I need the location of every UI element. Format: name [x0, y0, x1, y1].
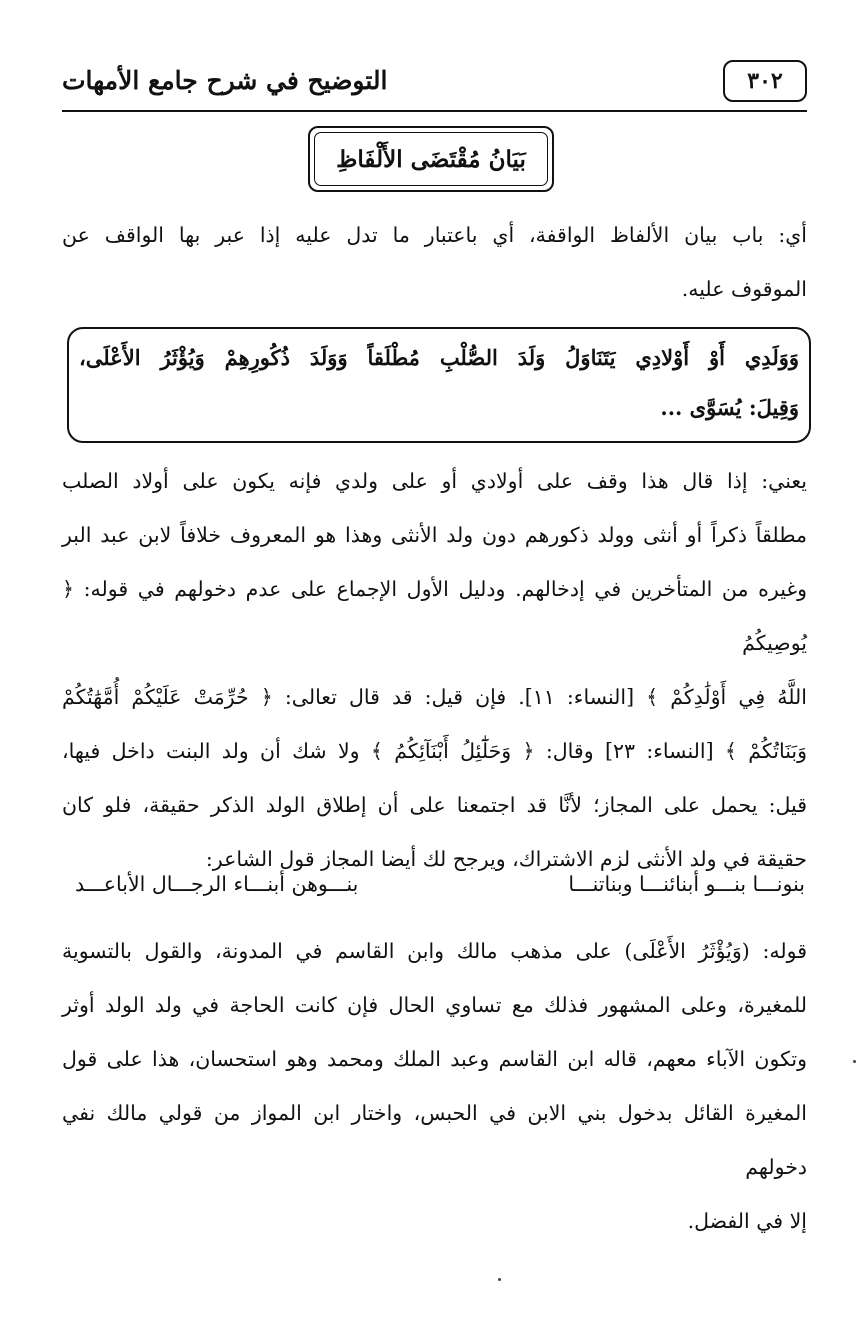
commentary-paragraph — [62, 454, 807, 886]
matn-text — [79, 333, 799, 433]
commentary2-paragraph — [62, 924, 807, 1248]
commentary2-line-1: قوله: (وَيُؤْثَرُ الأَعْلَى) على مذهب مالك وابن القاسم في المدونة، والقول بالتسوية — [62, 939, 807, 963]
section-heading: بَيَانُ مُقْتَضَى الأَلْفَاظِ — [314, 132, 548, 186]
commentary2-line-3: وتكون الآباء معهم، قاله ابن القاسم وعبد الملك ومحمد وهو استحسان، هذا على قول — [62, 1047, 807, 1071]
poem-verse — [75, 866, 805, 916]
commentary2-line-4: المغيرة القائل بدخول بني الابن في الحبس، واختار ابن المواز من قولي مالك نفي دخولهم — [62, 1101, 807, 1179]
intro-line-2: الموقوف عليه. — [681, 277, 807, 301]
commentary2-line-5: إلا في الفضل. — [687, 1209, 807, 1233]
header-rule — [62, 110, 807, 112]
intro-paragraph — [62, 208, 807, 316]
commentary-line-6: قيل: يحمل على المجاز؛ لأنَّا قد اجتمعنا على أن إطلاق الولد الذكر حقيقة، فلو كان — [62, 793, 807, 817]
book-title: التوضيح في شرح جامع الأمهات — [62, 65, 388, 95]
commentary-line-7: حقيقة في ولد الأنثى لزم الاشتراك، ويرجح لك أيضا المجاز قول الشاعر: — [205, 847, 807, 871]
poem-hemistich-right: بنونـــا بنـــو أبنائنـــا وبناتنـــا — [568, 872, 805, 896]
page-number: ٣٠٢ — [723, 60, 807, 102]
matn-line-1: وَوَلَدِي أَوْ أَوْلادِي يَتَنَاوَلُ وَلَدَ الصُّلْبِ مُطْلَقاً وَوَلَدَ ذُكُورِهِمْ وَيُؤْثَرُ الأَعْلَى، — [79, 345, 799, 370]
intro-line-1: أي: باب بيان الألفاظ الواقفة، أي باعتبار ما تدل عليه إذا عبر بها الواقف عن — [62, 223, 807, 247]
section-heading-box — [308, 126, 554, 192]
commentary-line-4: اللَّهُ فِي أَوْلَٰدِكُمْ ﴾ [النساء: ١١]. فإن قيل: قد قال تعالى: ﴿ حُرِّمَتْ عَلَيْكُمْ أُمَّهَٰتُكُمْ — [62, 685, 807, 709]
matn-line-2: وَقِيلَ: يُسَوَّى ... — [660, 395, 799, 420]
commentary-line-2: مطلقاً ذكراً أو أنثى وولد ذكورهم دون ولد الأنثى وهذا هو المعروف خلافاً لابن عبد البر — [62, 523, 807, 547]
commentary-line-1: يعني: إذا قال هذا وقف على أولادي أو على ولدي فإنه يكون على أولاد الصلب — [62, 469, 807, 493]
commentary-line-3: وغيره من المتأخرين في إدخالهم. ودليل الأول الإجماع على عدم دخولهم في قوله: ﴿ يُوصِيكُمُ — [62, 577, 807, 655]
matn-box — [67, 327, 811, 443]
scan-speck — [853, 1060, 856, 1063]
commentary-line-5: وَبَنَاتُكُمْ ﴾ [النساء: ٢٣] وقال: ﴿ وَحَلَٰٓئِلُ أَبْنَآئِكُمُ ﴾ ولا شك أن ولد البنت داخل فيها، — [62, 739, 807, 763]
page-header — [62, 58, 807, 110]
scan-speck — [498, 1278, 501, 1281]
poem-hemistich-left: بنـــوهن أبنـــاء الرجـــال الأباعـــد — [75, 872, 359, 896]
commentary2-line-2: للمغيرة، وعلى المشهور فذلك مع تساوي الحال فإن كانت الحاجة في ولد الولد أوثر — [62, 993, 807, 1017]
